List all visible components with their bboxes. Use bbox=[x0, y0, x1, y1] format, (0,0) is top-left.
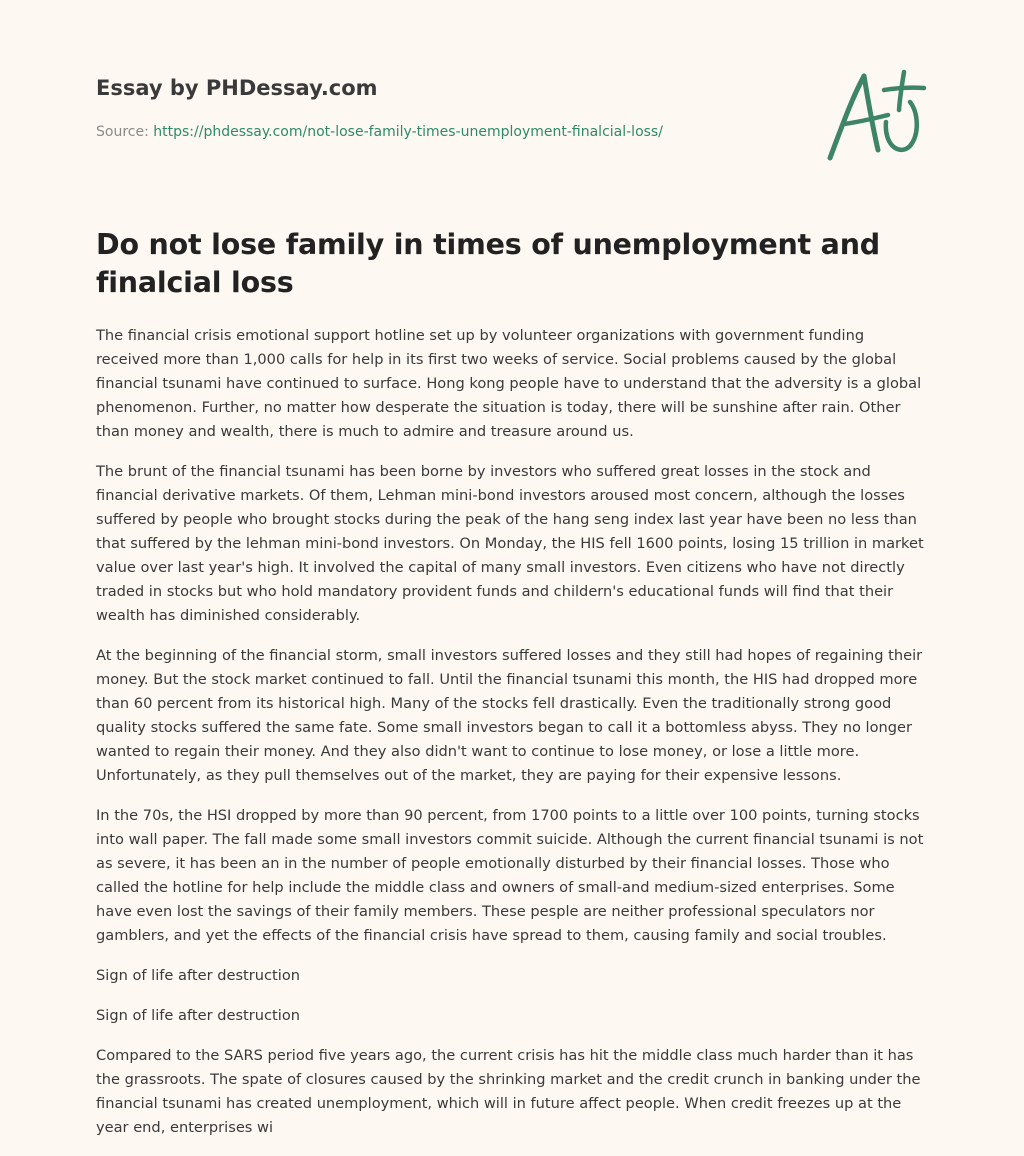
a-plus-logo-icon bbox=[820, 66, 930, 166]
essay-paragraph: The financial crisis emotional support hotline set up by volunteer organizations with government funding received more than 1,000 calls for help in its first two weeks of service. Social problems caused by the global financial tsunami have continued to surface. Hong kong people have to understand that the adversity is a global phenomenon. Further, no matter how desperate the situation is today, there will be sunshine after rain. Other than money and wealth, there is much to admire and treasure around us. bbox=[96, 327, 922, 440]
site-title: Essay by PHDessay.com bbox=[96, 76, 378, 100]
essay-body bbox=[96, 324, 928, 1156]
a-plus-logo bbox=[820, 66, 930, 166]
source-label: Source: bbox=[96, 124, 149, 140]
source-link[interactable]: https://phdessay.com/not-lose-family-times-unemployment-finalcial-loss/ bbox=[153, 124, 663, 140]
essay-title: Do not lose family in times of unemployment and finalcial loss bbox=[96, 228, 881, 299]
section-heading: Sign of life after destruction bbox=[96, 967, 300, 984]
section-heading: Sign of life after destruction bbox=[96, 1007, 300, 1024]
source-line bbox=[96, 124, 663, 140]
essay-paragraph: The brunt of the financial tsunami has been borne by investors who suffered great losses in the stock and financial derivative markets. Of them, Lehman mini-bond investors aroused most concern, although the losses suffered by people who brought stocks during the peak of the hang seng index last year have been no less than that suffered by the lehman mini-bond investors. On Monday, the HIS fell 1600 points, losing 15 trillion in market value over last year's high. It involved the capital of many small investors. Even citizens who have not directly traded in stocks but who hold mandatory provident funds and childern's educational funds will find that their wealth has diminished considerably. bbox=[96, 463, 924, 624]
essay-paragraph: Compared to the SARS period five years ago, the current crisis has hit the middle class much harder than it has the grassroots. The spate of closures caused by the shrinking market and the credit crunch in banking under the financial tsunami has created unemployment, which will in future affect people. When credit freezes up at the year end, enterprises wi bbox=[96, 1047, 921, 1136]
essay-paragraph: At the beginning of the financial storm, small investors suffered losses and they still had hopes of regaining their money. But the stock market continued to fall. Until the financial tsunami this month, the HIS had dropped more than 60 percent from its historical high. Many of the stocks fell drastically. Even the traditionally strong good quality stocks suffered the same fate. Some small investors began to call it a bottomless abyss. They no longer wanted to regain their money. And they also didn't want to continue to lose money, or lose a little more. Unfortunately, as they pull themselves out of the market, they are paying for their expensive lessons. bbox=[96, 647, 923, 784]
essay-paragraph: In the 70s, the HSI dropped by more than 90 percent, from 1700 points to a little over 100 points, turning stocks into wall paper. The fall made some small investors commit suicide. Although the current financial tsunami is not as severe, it has been an in the number of people emotionally disturbed by their financial losses. Those who called the hotline for help include the middle class and owners of small-and medium-sized enterprises. Some have even lost the savings of their family members. These pesple are neither professional speculators nor gamblers, and yet the effects of the financial crisis have spread to them, causing family and social troubles. bbox=[96, 807, 924, 944]
